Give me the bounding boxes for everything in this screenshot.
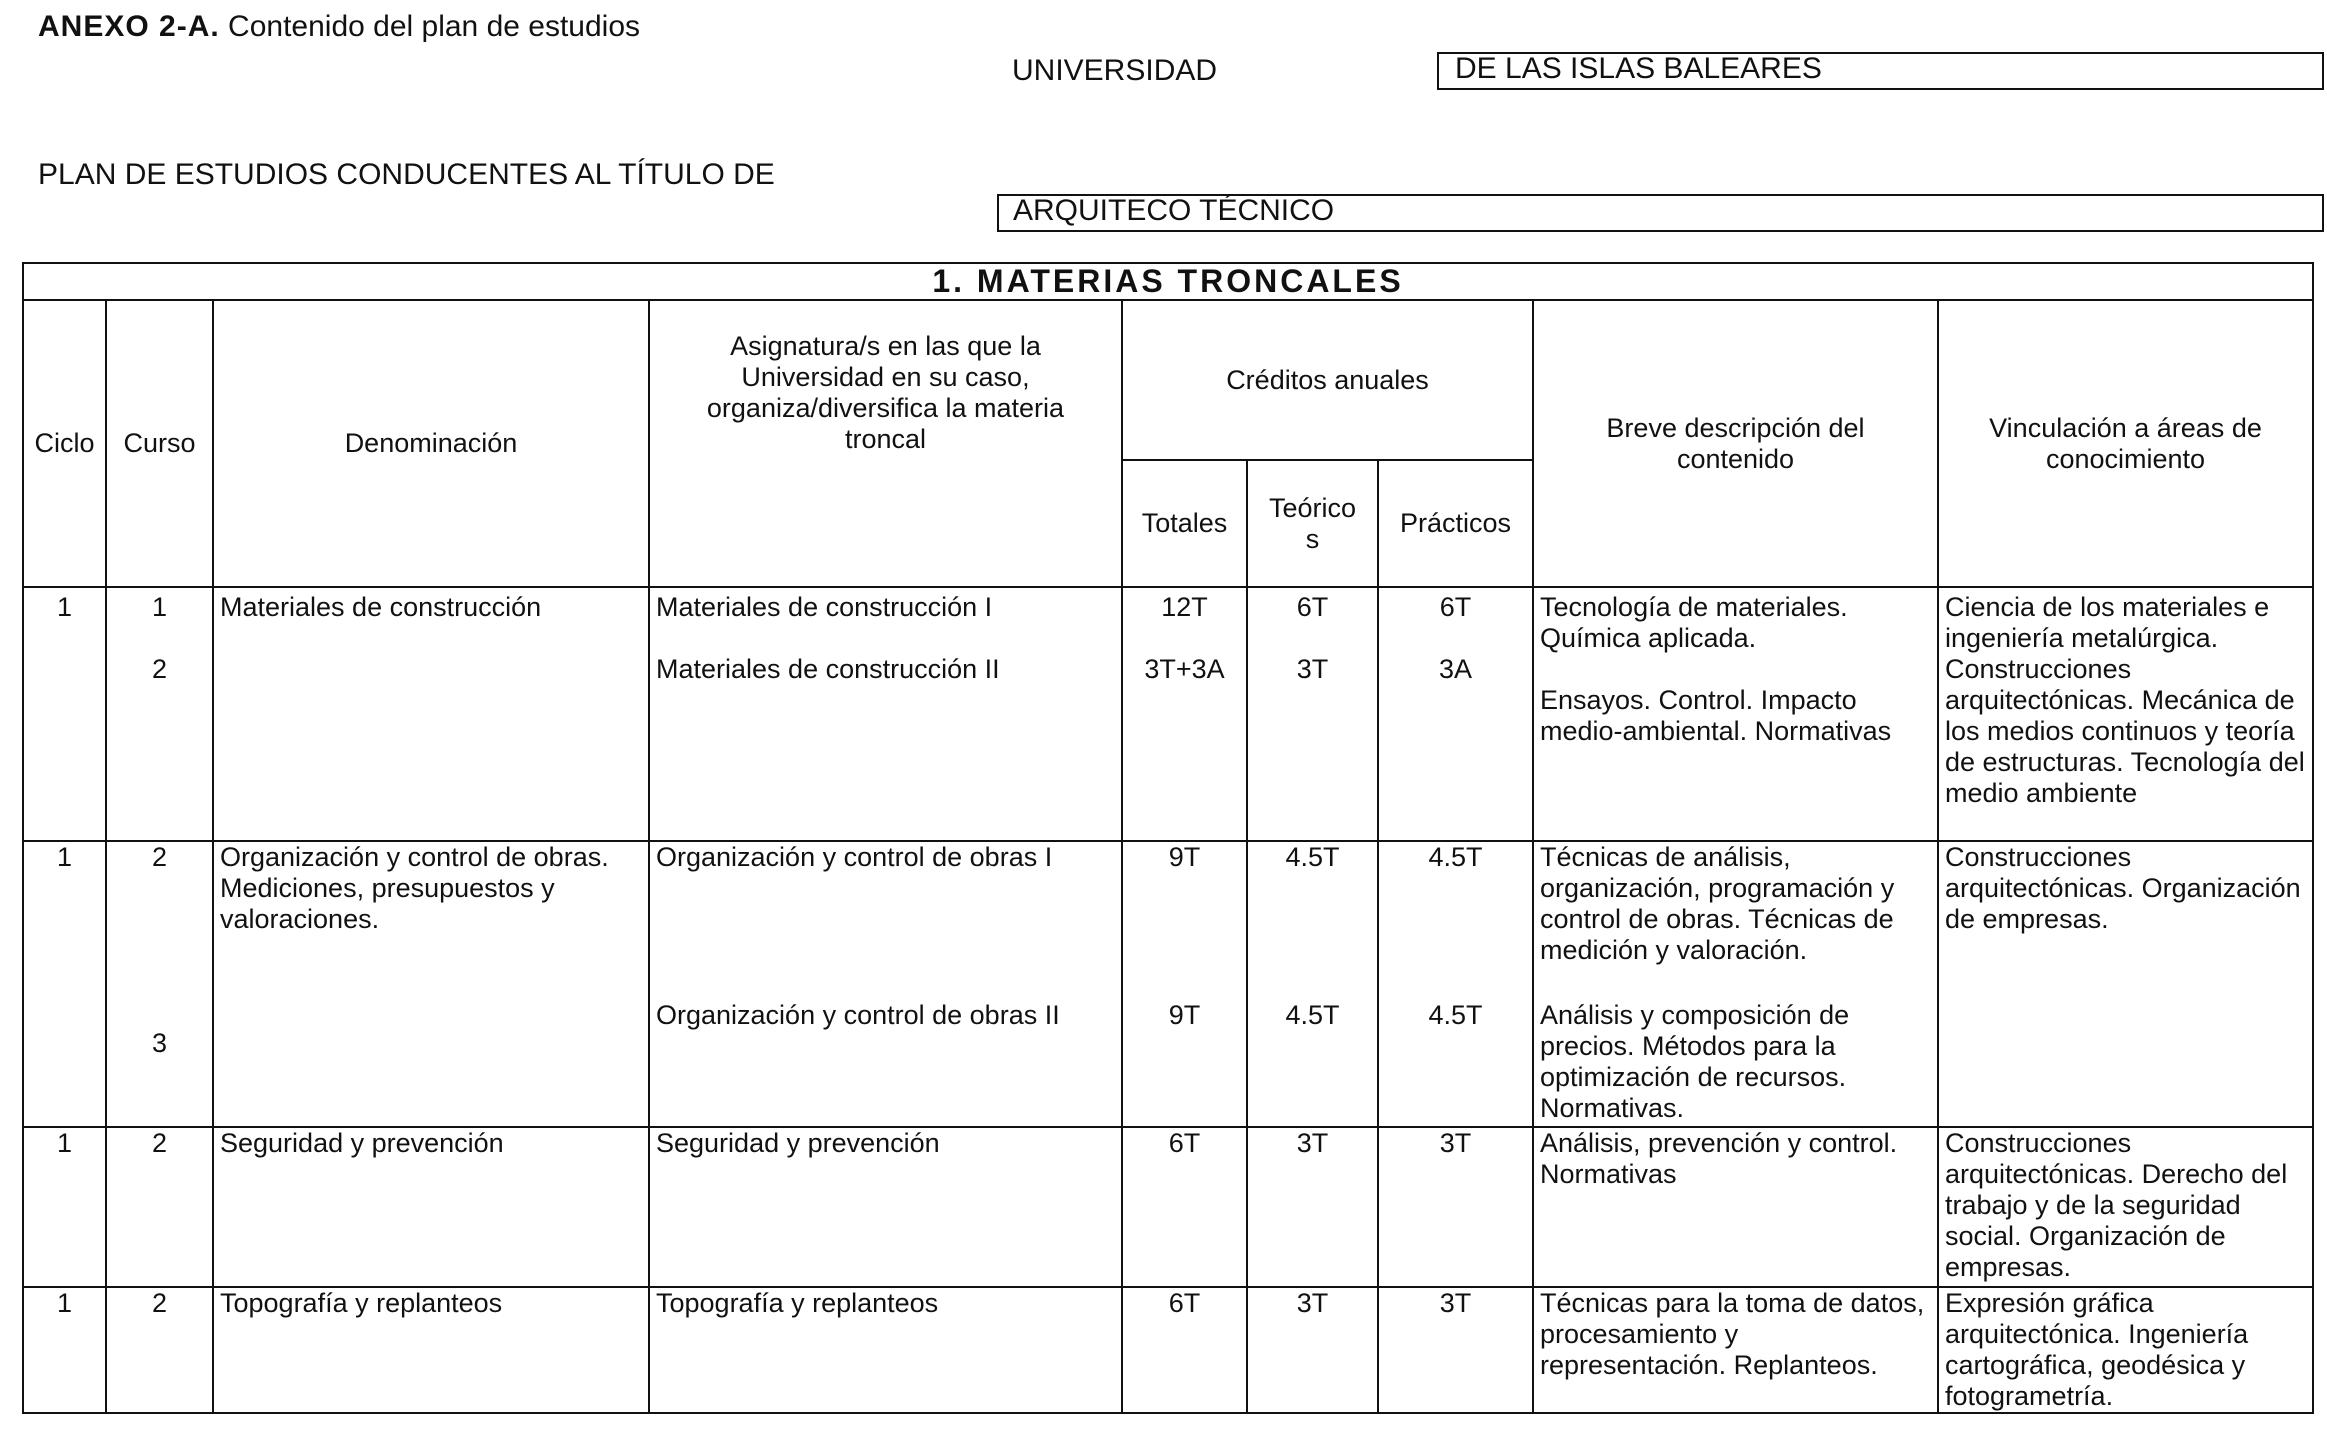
cell-practicos: [1378, 841, 1533, 1127]
cell-teoricos: [1247, 587, 1378, 841]
cell-vinculacion: Ciencia de los materiales e ingeniería metalúrgica. Construcciones arquitectónicas. Mecánica de los medios continuos y teoría de estructuras. Tecnología del medio ambiente: [1938, 587, 2313, 841]
table-row: [23, 841, 2313, 1127]
table-row: [23, 1287, 2313, 1413]
cell-denominacion: Seguridad y prevención: [213, 1127, 649, 1287]
cell-denominacion: Materiales de construcción: [213, 587, 649, 841]
university-field: DE LAS ISLAS BALEARES: [1437, 52, 2324, 90]
cell-totales: 6T: [1122, 1127, 1247, 1287]
teoricos-value: 4.5T: [1285, 842, 1340, 872]
cell-descripcion: [1533, 841, 1938, 1127]
header-teoricos: Teórico s: [1247, 460, 1378, 587]
cell-curso: 2: [106, 1127, 213, 1287]
header-asignatura: Asignatura/s en las que la Universidad en su caso, organiza/diversifica la materia troncal: [649, 300, 1122, 587]
header-practicos: Prácticos: [1378, 460, 1533, 587]
practicos-value: 6T: [1439, 592, 1472, 622]
asignatura-value: Organización y control de obras I: [656, 842, 1053, 872]
curso-value: 3: [151, 1028, 168, 1058]
totales-value: 3T+3A: [1144, 654, 1225, 684]
cell-totales: [1122, 587, 1247, 841]
totales-value: 9T: [1168, 1000, 1201, 1030]
table-row: [23, 1127, 2313, 1287]
practicos-value: 3A: [1438, 654, 1473, 684]
cell-descripcion: Análisis, prevención y control. Normativas: [1533, 1127, 1938, 1287]
cell-vinculacion: Construcciones arquitectónicas. Organización de empresas.: [1938, 841, 2313, 1127]
cell-asignatura: [649, 587, 1122, 841]
plan-label: PLAN DE ESTUDIOS CONDUCENTES AL TÍTULO DE: [38, 158, 775, 191]
cell-totales: 6T: [1122, 1287, 1247, 1413]
annex-label: ANEXO 2-A.: [38, 10, 220, 43]
practicos-value: 4.5T: [1428, 842, 1483, 872]
curso-value: 1: [151, 592, 168, 622]
header-curso: Curso: [106, 300, 213, 587]
teoricos-value: 4.5T: [1285, 1000, 1340, 1030]
cell-vinculacion: Construcciones arquitectónicas. Derecho del trabajo y de la seguridad social. Organización de empresas.: [1938, 1127, 2313, 1287]
cell-ciclo: 1: [23, 1287, 106, 1413]
header-descripcion: Breve descripción del contenido: [1533, 300, 1938, 587]
descripcion-value: Ensayos. Control. Impacto medio-ambiental. Normativas: [1540, 685, 1892, 746]
cell-asignatura: Topografía y replanteos: [649, 1287, 1122, 1413]
curso-value: 2: [151, 842, 168, 872]
cell-descripcion: [1533, 587, 1938, 841]
header-creditos: Créditos anuales: [1122, 300, 1533, 460]
cell-practicos: 3T: [1378, 1127, 1533, 1287]
descripcion-value: Tecnología de materiales. Química aplicada.: [1540, 592, 1848, 653]
annex-text: Contenido del plan de estudios: [228, 10, 641, 43]
practicos-value: 4.5T: [1428, 1000, 1483, 1030]
descripcion-value: Análisis y composición de precios. Métodos para la optimización de recursos. Normativas.: [1540, 1000, 1850, 1123]
header-vinculacion: Vinculación a áreas de conocimiento: [1938, 300, 2313, 587]
cell-teoricos: 3T: [1247, 1127, 1378, 1287]
curso-value: 2: [151, 654, 168, 684]
totales-value: 12T: [1161, 592, 1208, 622]
cell-curso: [106, 841, 213, 1127]
cell-totales: [1122, 841, 1247, 1127]
asignatura-value: Materiales de construcción I: [656, 592, 993, 622]
cell-practicos: 3T: [1378, 1287, 1533, 1413]
plan-title-field: ARQUITECO TÉCNICO: [997, 194, 2324, 232]
header-totales: Totales: [1122, 460, 1247, 587]
teoricos-value: 6T: [1296, 592, 1329, 622]
cell-teoricos: 3T: [1247, 1287, 1378, 1413]
table-title: 1. MATERIAS TRONCALES: [23, 263, 2313, 300]
cell-denominacion: Topografía y replanteos: [213, 1287, 649, 1413]
cell-practicos: [1378, 587, 1533, 841]
cell-ciclo: 1: [23, 1127, 106, 1287]
asignatura-value: Materiales de construcción II: [656, 654, 1000, 684]
cell-asignatura: Seguridad y prevención: [649, 1127, 1122, 1287]
cell-descripcion: Técnicas para la toma de datos, procesamiento y representación. Replanteos.: [1533, 1287, 1938, 1413]
materias-troncales-table: [22, 262, 2314, 1414]
annex-heading: [38, 10, 640, 44]
totales-value: 9T: [1168, 842, 1201, 872]
cell-curso: [106, 587, 213, 841]
cell-curso: 2: [106, 1287, 213, 1413]
asignatura-value: Organización y control de obras II: [656, 1000, 1060, 1030]
teoricos-value: 3T: [1296, 654, 1329, 684]
cell-ciclo: 1: [23, 841, 106, 1127]
cell-ciclo: 1: [23, 587, 106, 841]
table-row: [23, 587, 2313, 841]
cell-teoricos: [1247, 841, 1378, 1127]
cell-denominacion: Organización y control de obras. Mediciones, presupuestos y valoraciones.: [213, 841, 649, 1127]
university-label: UNIVERSIDAD: [1012, 54, 1218, 87]
cell-asignatura: [649, 841, 1122, 1127]
cell-vinculacion: Expresión gráfica arquitectónica. Ingeniería cartográfica, geodésica y fotogrametría.: [1938, 1287, 2313, 1413]
header-denominacion: Denominación: [213, 300, 649, 587]
descripcion-value: Técnicas de análisis, organización, programación y control de obras. Técnicas de medición y valoración.: [1540, 842, 1895, 965]
header-ciclo: Ciclo: [23, 300, 106, 587]
